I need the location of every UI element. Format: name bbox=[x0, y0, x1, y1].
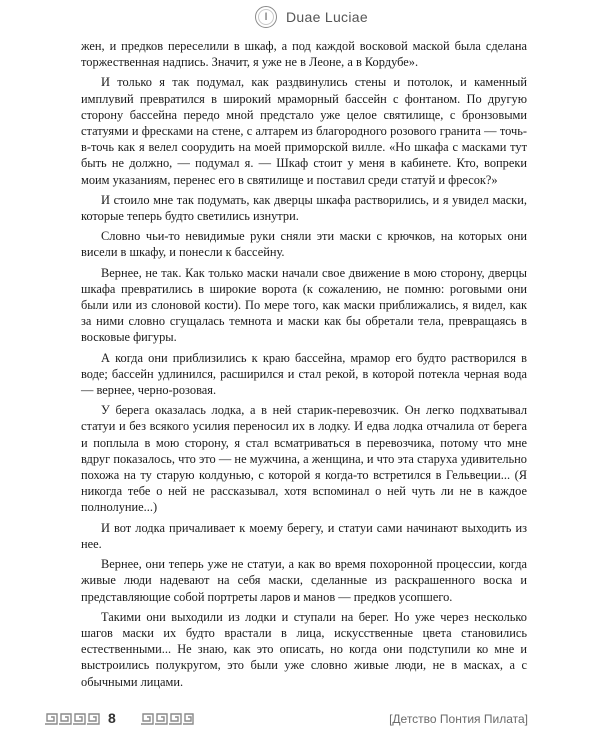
paragraph: Такими они выходили из лодки и ступали на берег. Но уже через несколько шагов маски их будто врастали в лица, искусственные цвета становились естественными... Не знаю, как это описать, но когда они подступили ко мне и выстроились полукругом, это были уже словно живые люди, не в масках, а с обычными лицами. bbox=[81, 609, 527, 689]
paragraph: Вернее, не так. Как только маски начали свое движение в мою сторону, дверцы шкафа превратились в широкие ворота (к сожалению, не помню: роговыми они были или из слоновой кости). По мере того, как маски приближались, я видел, как за ними словно сгущалась темнота и маски как бы обретали тела, превращаясь в восковые фигуры. bbox=[81, 265, 527, 345]
paragraph: И вот лодка причаливает к моему берегу, и статуи сами начинают выходить из нее. bbox=[81, 520, 527, 551]
meander-ornament-left bbox=[44, 712, 100, 726]
chapter-numeral: I bbox=[264, 11, 268, 23]
paragraph: жен, и предков переселили в шкаф, а под каждой восковой маской была сделана торжественная надпись. Значит, я уже не в Леоне, а в Кордубе». bbox=[81, 39, 527, 70]
book-title: [Детство Понтия Пилата] bbox=[389, 712, 528, 726]
paragraph: Вернее, они теперь уже не статуи, а как во время похоронной процессии, когда живые люди надевают на себя маски, сделанные из раскрашенного воска и представляющие собой портреты ларов и манов — предков усопшего. bbox=[81, 557, 527, 604]
paragraph: А когда они приблизились к краю бассейна, мрамор его будто растворился в воде; бассейн удлинился, расширился и стал рекой, в которой потекла черная вода — вернее, черно-розовая. bbox=[81, 350, 527, 398]
meander-ornament-right bbox=[140, 712, 194, 726]
paragraph: И стоило мне так подумать, как дверцы шкафа растворились, и я увидел маски, которые теперь будто светились изнутри. bbox=[81, 192, 527, 224]
chapter-badge bbox=[255, 6, 277, 28]
body-text bbox=[81, 38, 527, 694]
paragraph: У берега оказалась лодка, а в ней старик-перевозчик. Он легко подхватывал статуи и без всякого усилия переносил их в лодку. И едва лодка отчалила от берега и поплыла в мою сторону, я стал всматриваться в перевозчика, потому что мне вдруг показалось, что это — не мужчина, а женщина, и что эта старуха удивительно похожа на ту старую колдунью, с которой я когда-то встретился в Гельвеции... (Я никогда тебе о ней не рассказывал, хотя вспоминал о ней чуть ли не в каждое полнолуние...) bbox=[81, 403, 527, 515]
page-number: 8 bbox=[108, 710, 116, 726]
running-title: Duae Luciae bbox=[286, 9, 368, 25]
page-footer bbox=[0, 708, 600, 732]
paragraph: Словно чьи-то невидимые руки сняли эти маски с крючков, на которых они висели в шкафу, и понесли к бассейну. bbox=[81, 229, 527, 260]
paragraph: И только я так подумал, как раздвинулись стены и потолок, и каменный имплувий превратился в широкий мраморный бассейн с фонтаном. По другую сторону бассейна передо мной предстало уже целое святилище, с бронзовыми статуями и фресками на стене, с алтарем из благородного розового гранита — точь-в-точь как я велел соорудить на моей приморской вилле. «Но шкафа с масками тут быть не должно, — подумал я. — Шкаф стоит у меня в кабинете. Кто, вопреки моим указаниям, перенес его в святилище и поставил среди статуй и фресок?» bbox=[81, 75, 527, 187]
page-header bbox=[0, 2, 600, 36]
